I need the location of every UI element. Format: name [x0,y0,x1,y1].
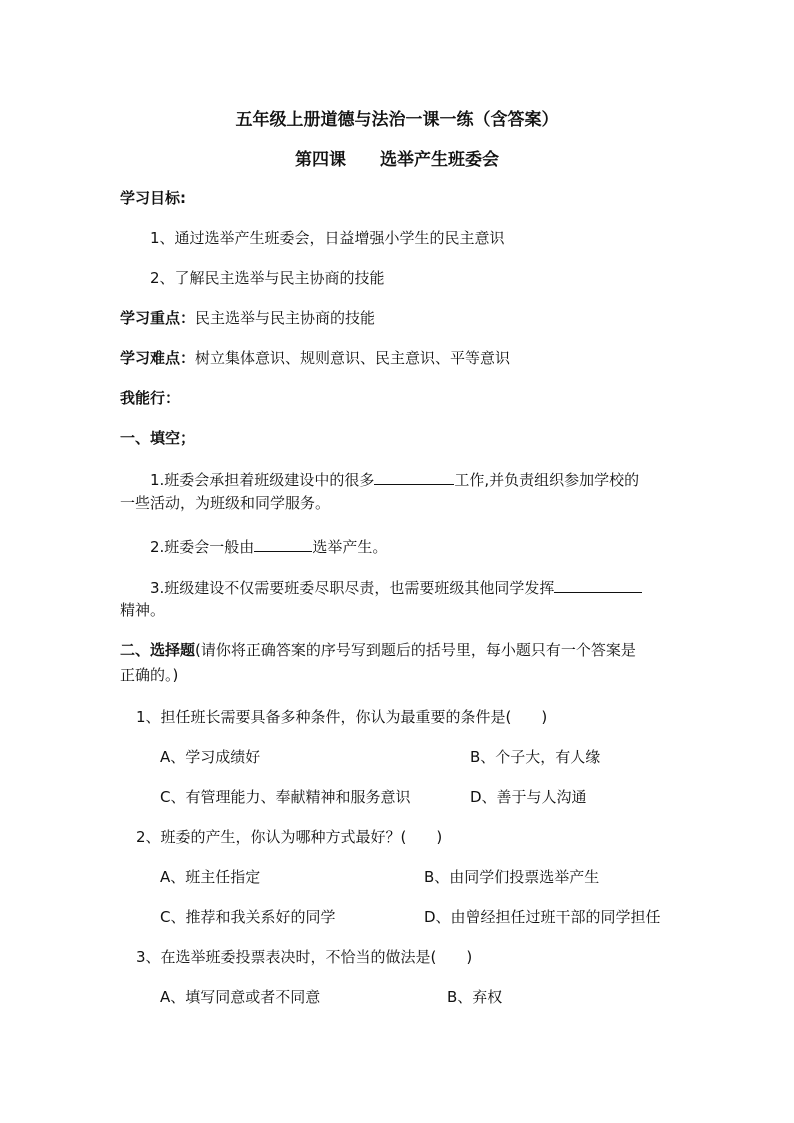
document-title: 五年级上册道德与法治一课一练（含答案） [235,110,559,130]
key-point [120,308,375,328]
choice-q3-option-b[interactable]: B、弃权 [447,988,503,1006]
difficulty [120,348,510,368]
choice-q2-option-c[interactable]: C、推荐和我关系好的同学 [160,908,336,926]
choice-q1-option-d[interactable]: D、善于与人沟通 [470,788,587,806]
fill-heading: 一、填空； [120,429,196,447]
choice-q2-option-a[interactable]: A、班主任指定 [160,868,261,886]
choice-q2-option-d[interactable]: D、由曾经担任过班干部的同学担任 [424,908,661,926]
key-point-label: 学习重点： [120,309,196,327]
choice-question-2: 2、班委的产生，你认为哪种方式最好？( ) [136,828,443,846]
fill-q1-text-b: 工作,并负责组织参加学校的 [454,471,640,489]
choice-heading [120,640,636,660]
choice-heading-instructions: (请你将正确答案的序号写到题后的括号里，每小题只有一个答案是 [195,641,636,659]
fill-q3-continuation: 精神。 [120,601,166,619]
objective-item-1: 1、通过选举产生班委会，日益增强小学生的民主意识 [150,229,505,247]
fill-q1-continuation: 一些活动，为班级和同学服务。 [120,494,331,512]
choice-q1-option-a[interactable]: A、学习成绩好 [160,748,261,766]
fill-q1-text-a: 1.班委会承担着班级建设中的很多 [150,471,375,489]
objectives-label: 学习目标: [120,189,186,207]
fill-question-2 [150,535,387,557]
difficulty-text: 树立集体意识、规则意识、民主意识、平等意识 [195,349,511,367]
choice-heading-label: 二、选择题 [120,641,196,659]
choice-q3-option-a[interactable]: A、填写同意或者不同意 [160,988,321,1006]
fill-q3-text: 3.班级建设不仅需要班委尽职尽责，也需要班级其他同学发挥 [150,579,555,597]
fill-q2-text-a: 2.班委会一般由 [150,538,255,556]
fill-question-3 [150,576,642,598]
objective-item-2: 2、了解民主选举与民主协商的技能 [150,269,385,287]
fill-question-1 [150,468,639,490]
choice-q2-option-b[interactable]: B、由同学们投票选举产生 [424,868,600,886]
answer-blank-2[interactable] [254,535,312,552]
answer-blank-1[interactable] [374,468,454,485]
choice-q1-option-b[interactable]: B、个子大，有人缘 [470,748,601,766]
answer-blank-3[interactable] [554,576,642,593]
choice-question-3: 3、在选举班委投票表决时，不恰当的做法是( ) [136,948,473,966]
lesson-title: 选举产生班委会 [380,150,499,170]
choice-question-1: 1、担任班长需要具备多种条件，你认为最重要的条件是( ) [136,708,548,726]
key-point-text: 民主选举与民主协商的技能 [195,309,376,327]
lesson-number: 第四课 [295,150,346,170]
practice-heading: 我能行： [120,389,181,407]
lesson-heading [0,150,794,170]
difficulty-label: 学习难点： [120,349,196,367]
choice-heading-continuation: 正确的。) [120,666,179,684]
fill-q2-text-b: 选举产生。 [312,538,388,556]
choice-q1-option-c[interactable]: C、有管理能力、奉献精神和服务意识 [160,788,411,806]
